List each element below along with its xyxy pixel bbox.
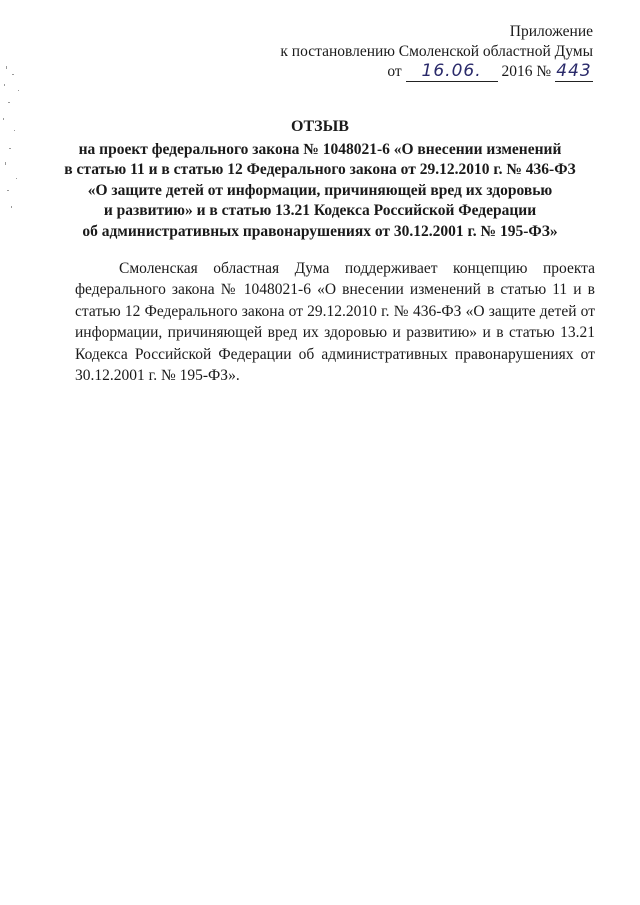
year-number-label: 2016 № (501, 63, 552, 80)
title-line: об административных правонарушениях от 30.12.2001 г. № 195-ФЗ» (82, 222, 558, 240)
date-number-line (280, 62, 593, 82)
title-heading: ОТЗЫВ (291, 118, 349, 135)
handwritten-number: 443 (556, 61, 592, 81)
title-line: и развитию» и в статью 13.21 Кодекса Российской Федерации (103, 202, 537, 219)
appendix-header (280, 22, 593, 82)
date-prefix: от (387, 63, 402, 80)
title-line: в статью 11 и в статью 12 Федерального закона от 29.12.2010 г. № 436-ФЗ (64, 161, 576, 178)
scan-noise (0, 60, 40, 220)
title-line: «О защите детей от информации, причиняющей вред их здоровью (87, 181, 553, 199)
appendix-label: Приложение (509, 23, 593, 40)
handwritten-date: 16.06. (406, 63, 498, 82)
resolution-reference: к постановлению Смоленской областной Думы (280, 43, 593, 60)
title-line: на проект федерального закона № 1048021-6 «О внесении изменений (78, 140, 562, 158)
body-paragraph: Смоленская областная Дума поддерживает концепцию проекта федерального закона № 1048021-6 «О внесении изменений в статью 11 и в статью 12 Федерального закона от 29.12.2010 г. № 436-ФЗ «О защите детей от информации, причиняющей вред их здоровью и развитию» и в статью 13.21 Кодекса Российской Федерации об административных правонарушениях от 30.12.2001 г. № 195-ФЗ». (75, 259, 595, 384)
document-title (40, 117, 600, 242)
